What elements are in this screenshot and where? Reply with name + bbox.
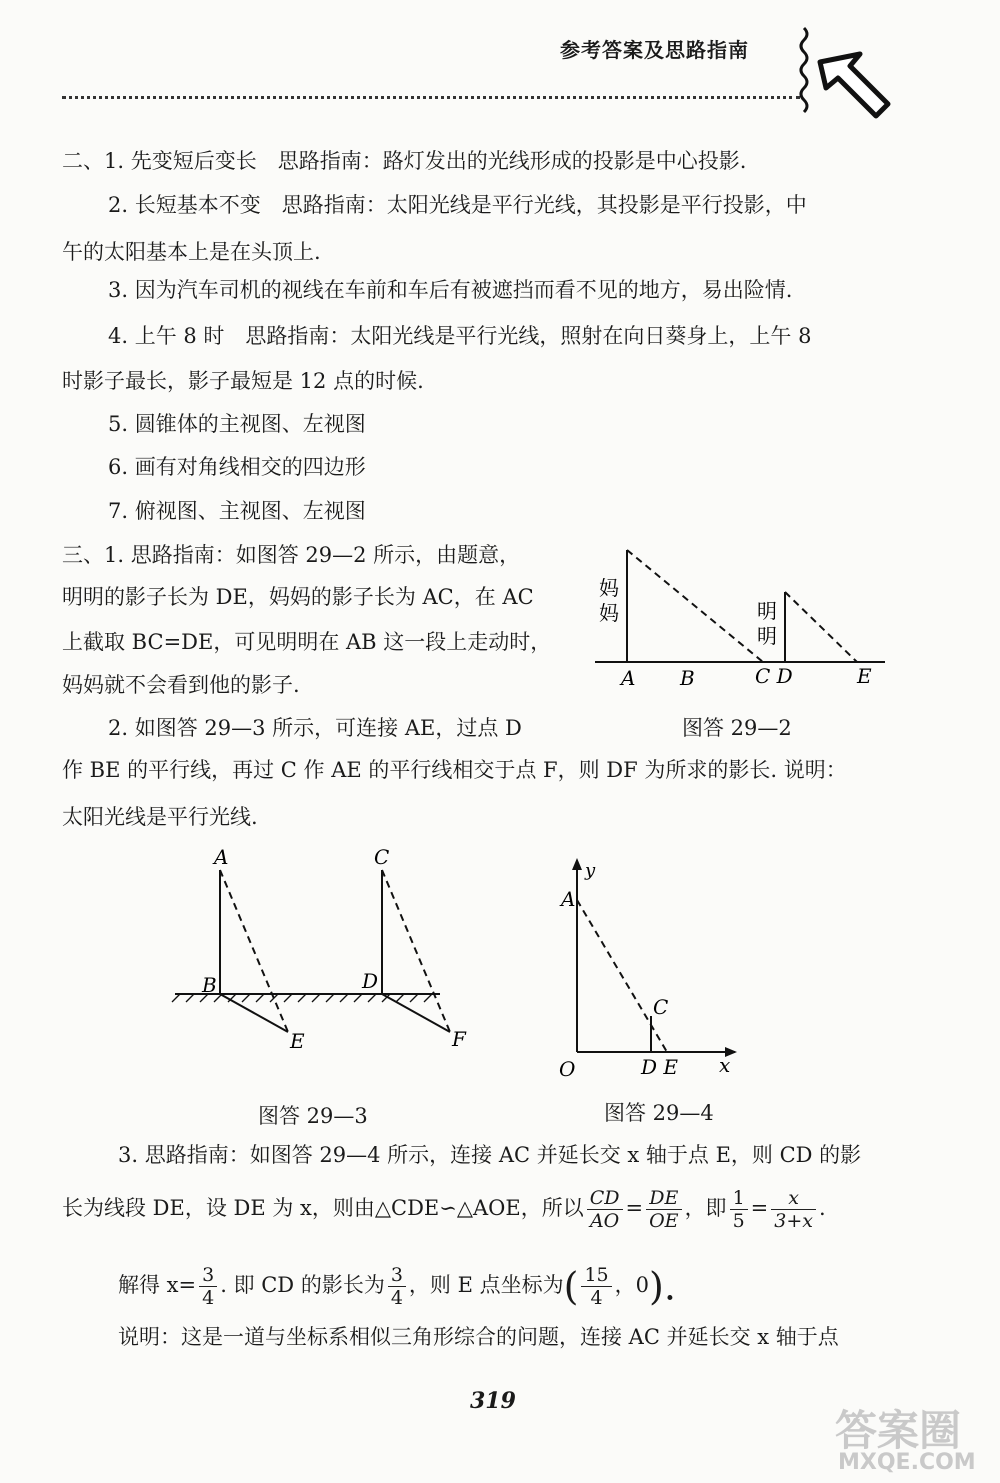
fraction-x-3px: $\frac{x}{3+x}$ [771, 1187, 816, 1232]
watermark-url: MXQE.COM [838, 1450, 976, 1475]
s2-line-1: 二、1. 先变短后变长 思路指南：路灯发出的光线形成的投影是中心投影. [62, 149, 747, 173]
s3-line-6: 作 BE 的平行线，再过 C 作 AE 的平行线相交于点 F，则 DF 为所求的影长. 说明： [62, 758, 847, 782]
label-B: B [680, 666, 695, 690]
p3-line-2: 长为线段 DE，设 DE 为 x，则由△CDE∽△AOE，所以 $\frac{CD}{AO}$ = $\frac{DE}{OE}$ ，即 $\frac{1}{5}$ = $\frac{x}{3+x}$ . [62, 1187, 826, 1232]
arrow-icon [790, 22, 900, 132]
s2-line-2: 2. 长短基本不变 思路指南：太阳光线是平行光线，其投影是平行投影，中 [108, 193, 807, 217]
header-dotted-rule [62, 96, 800, 99]
fraction-one-fifth: $\frac{1}{5}$ [730, 1187, 748, 1232]
s3-line-2: 明明的影子长为 DE，妈妈的影子长为 AC，在 AC [62, 585, 534, 609]
s2-line-5: 4. 上午 8 时 思路指南：太阳光线是平行光线，照射在向日葵身上，上午 8 [108, 324, 812, 348]
p3-line-2-text: 长为线段 DE，设 DE 为 x，则由△CDE∽△AOE，所以 [62, 1196, 584, 1220]
s2-line-9: 7. 俯视图、主视图、左视图 [108, 499, 366, 523]
mingming-char-2: 明 [757, 624, 777, 648]
s2-line-8: 6. 画有对角线相交的四边形 [108, 455, 366, 479]
s2-line-7: 5. 圆锥体的主视图、左视图 [108, 412, 366, 436]
label-CD: C D [755, 664, 793, 688]
caption-29-3: 图答 29—3 [258, 1104, 368, 1128]
p3-line-3: 解得 x= $\frac{3}{4}$ . 即 CD 的影长为 $\frac{3}{4}$ ，则 E 点坐标为( $\frac{15}{4}$ ，0). [118, 1264, 676, 1309]
s2-line-6: 时影子最长，影子最短是 12 点的时候. [62, 369, 424, 393]
s2-line-3: 午的太阳基本上是在头顶上. [62, 240, 321, 264]
mingming-char-1: 明 [757, 599, 777, 623]
figure-29-4 [555, 850, 755, 1090]
fraction-fifteen-quarters: $\frac{15}{4}$ [581, 1264, 611, 1309]
page-number: 319 [470, 1388, 516, 1414]
fraction-de-oe: $\frac{DE}{OE}$ [646, 1187, 681, 1232]
label-y: y [585, 860, 596, 881]
label-x: x [719, 1053, 731, 1077]
label-D: D [362, 969, 379, 993]
s3-line-7: 太阳光线是平行光线. [62, 805, 258, 829]
label-A: A [621, 666, 636, 690]
mama-char-2: 妈 [599, 601, 619, 625]
caption-29-2: 图答 29—2 [682, 716, 792, 740]
label-C: C [374, 845, 390, 869]
s3-line-1: 三、1. 思路指南：如图答 29—2 所示，由题意， [62, 543, 521, 567]
p3-line-1: 3. 思路指南：如图答 29—4 所示，连接 AC 并延长交 x 轴于点 E，则 CD 的影 [118, 1143, 862, 1167]
label-C: C [653, 995, 669, 1019]
label-E: E [857, 664, 872, 688]
s3-line-5: 2. 如图答 29—3 所示，可连接 AE，过点 D [108, 716, 522, 740]
figure-29-2 [585, 520, 905, 700]
label-O: O [559, 1057, 576, 1081]
p3-line-4: 说明：这是一道与坐标系相似三角形综合的问题，连接 AC 并延长交 x 轴于点 [118, 1325, 839, 1349]
s2-line-4: 3. 因为汽车司机的视线在车前和车后有被遮挡而看不见的地方，易出险情. [108, 278, 793, 302]
label-B: B [202, 973, 217, 997]
fraction-cd-ao: $\frac{CD}{AO}$ [587, 1187, 623, 1232]
watermark-logo: 答案圈 [835, 1406, 962, 1455]
label-E: E [290, 1029, 305, 1053]
label-F: F [452, 1027, 466, 1051]
fraction-three-quarters: $\frac{3}{4}$ [199, 1264, 217, 1309]
label-DE: D E [641, 1055, 678, 1079]
label-A: A [214, 845, 229, 869]
fraction-three-quarters-2: $\frac{3}{4}$ [388, 1264, 406, 1309]
s3-line-4: 妈妈就不会看到他的影子. [62, 673, 300, 697]
header-title: 参考答案及思路指南 [560, 38, 749, 62]
s3-line-3: 上截取 BC=DE，可见明明在 AB 这一段上走动时， [62, 630, 552, 654]
caption-29-4: 图答 29—4 [604, 1101, 714, 1125]
mama-char-1: 妈 [599, 576, 619, 600]
label-A: A [561, 887, 576, 911]
figure-29-3 [170, 840, 490, 1070]
